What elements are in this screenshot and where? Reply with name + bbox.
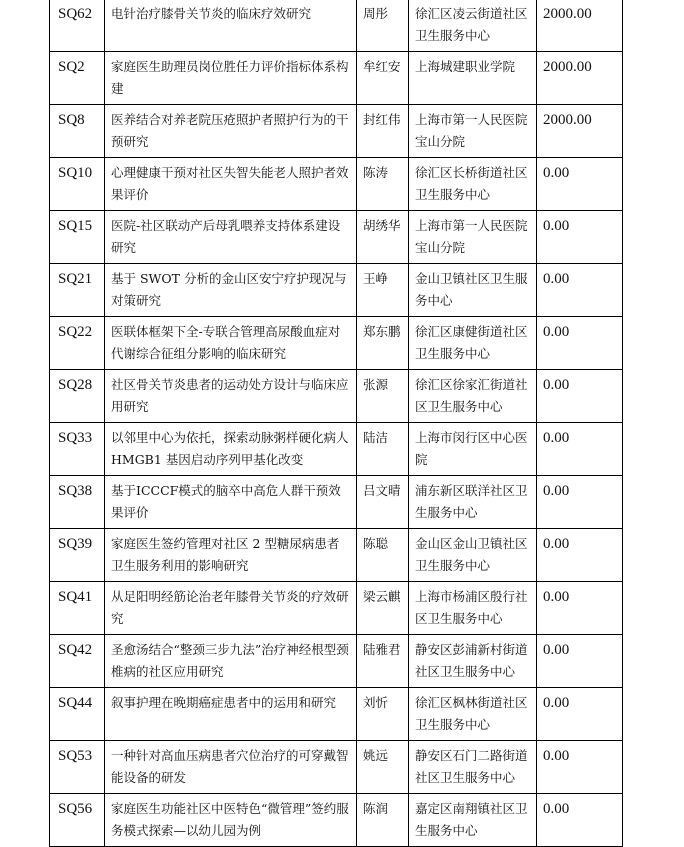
table-row — [50, 688, 623, 741]
project-organization: 静安区彭浦新村街道社区卫生服务中心 — [409, 635, 537, 688]
project-title: 医院-社区联动产后母乳喂养支持体系建设研究 — [105, 211, 357, 264]
table-body — [50, 0, 623, 847]
project-title: 基于 SWOT 分析的金山区安宁疗护现况与对策研究 — [105, 264, 357, 317]
project-title: 电针治疗膝骨关节炎的临床疗效研究 — [105, 0, 357, 52]
funding-amount: 0.00 — [537, 794, 623, 847]
project-leader: 陆雅君 — [357, 635, 409, 688]
table-row — [50, 264, 623, 317]
project-code: SQ2 — [50, 52, 105, 105]
project-code: SQ28 — [50, 370, 105, 423]
funding-amount: 0.00 — [537, 317, 623, 370]
funding-amount: 0.00 — [537, 741, 623, 794]
project-organization: 徐汇区徐家汇街道社区卫生服务中心 — [409, 370, 537, 423]
project-leader: 刘忻 — [357, 688, 409, 741]
project-organization: 上海市闵行区中心医院 — [409, 423, 537, 476]
project-code: SQ56 — [50, 794, 105, 847]
project-leader: 陈润 — [357, 794, 409, 847]
project-leader: 胡绣华 — [357, 211, 409, 264]
project-code: SQ10 — [50, 158, 105, 211]
project-code: SQ41 — [50, 582, 105, 635]
funding-amount: 0.00 — [537, 529, 623, 582]
project-organization: 徐汇区凌云街道社区卫生服务中心 — [409, 0, 537, 52]
project-leader: 陈聪 — [357, 529, 409, 582]
project-title: 社区骨关节炎患者的运动处方设计与临床应用研究 — [105, 370, 357, 423]
table-row — [50, 370, 623, 423]
table-row — [50, 741, 623, 794]
funding-amount: 0.00 — [537, 635, 623, 688]
project-title: 医联体框架下全-专联合管理高尿酸血症对代谢综合征组分影响的临床研究 — [105, 317, 357, 370]
project-organization: 上海市第一人民医院宝山分院 — [409, 105, 537, 158]
funding-amount: 2000.00 — [537, 0, 623, 52]
project-organization: 浦东新区联洋社区卫生服务中心 — [409, 476, 537, 529]
project-leader: 姚远 — [357, 741, 409, 794]
project-title: 医养结合对养老院压疮照护者照护行为的干预研究 — [105, 105, 357, 158]
project-title: 家庭医生功能社区中医特色“微管理”签约服务模式探索—以幼儿园为例 — [105, 794, 357, 847]
project-title: 以邻里中心为依托，探索动脉粥样硬化病人 HMGB1 基因启动序列甲基化改变 — [105, 423, 357, 476]
project-code: SQ39 — [50, 529, 105, 582]
project-title: 基于ICCCF模式的脑卒中高危人群干预效果评价 — [105, 476, 357, 529]
project-title: 家庭医生签约管理对社区 2 型糖尿病患者卫生服务利用的影响研究 — [105, 529, 357, 582]
table-row — [50, 211, 623, 264]
project-code: SQ33 — [50, 423, 105, 476]
funding-amount: 0.00 — [537, 264, 623, 317]
project-organization: 上海市杨浦区殷行社区卫生服务中心 — [409, 582, 537, 635]
project-organization: 上海城建职业学院 — [409, 52, 537, 105]
project-organization: 上海市第一人民医院宝山分院 — [409, 211, 537, 264]
project-title: 叙事护理在晚期癌症患者中的运用和研究 — [105, 688, 357, 741]
funding-amount: 2000.00 — [537, 105, 623, 158]
project-code: SQ8 — [50, 105, 105, 158]
funding-amount: 0.00 — [537, 423, 623, 476]
table-row — [50, 105, 623, 158]
project-leader: 牟红安 — [357, 52, 409, 105]
funding-amount: 2000.00 — [537, 52, 623, 105]
project-title: 圣愈汤结合“整颈三步九法”治疗神经根型颈椎病的社区应用研究 — [105, 635, 357, 688]
project-organization: 徐汇区长桥街道社区卫生服务中心 — [409, 158, 537, 211]
project-organization: 嘉定区南翔镇社区卫生服务中心 — [409, 794, 537, 847]
project-organization: 静安区石门二路街道社区卫生服务中心 — [409, 741, 537, 794]
project-code: SQ53 — [50, 741, 105, 794]
table-row — [50, 476, 623, 529]
project-organization: 金山区金山卫镇社区卫生服务中心 — [409, 529, 537, 582]
project-leader: 陈涛 — [357, 158, 409, 211]
project-organization: 徐汇区枫林街道社区卫生服务中心 — [409, 688, 537, 741]
project-funding-table — [49, 0, 623, 847]
project-code: SQ44 — [50, 688, 105, 741]
table-row — [50, 52, 623, 105]
table-row — [50, 794, 623, 847]
funding-amount: 0.00 — [537, 476, 623, 529]
project-title: 一种针对高血压病患者穴位治疗的可穿戴智能设备的研发 — [105, 741, 357, 794]
project-leader: 王峥 — [357, 264, 409, 317]
funding-amount: 0.00 — [537, 582, 623, 635]
project-leader: 张源 — [357, 370, 409, 423]
project-code: SQ15 — [50, 211, 105, 264]
project-title: 从足阳明经筋论治老年膝骨关节炎的疗效研究 — [105, 582, 357, 635]
funding-amount: 0.00 — [537, 688, 623, 741]
project-code: SQ22 — [50, 317, 105, 370]
table-row — [50, 529, 623, 582]
project-leader: 梁云麒 — [357, 582, 409, 635]
project-code: SQ42 — [50, 635, 105, 688]
project-code: SQ21 — [50, 264, 105, 317]
table-row — [50, 423, 623, 476]
project-code: SQ38 — [50, 476, 105, 529]
table-row — [50, 0, 623, 52]
project-leader: 郑东鹏 — [357, 317, 409, 370]
table-row — [50, 158, 623, 211]
funding-amount: 0.00 — [537, 211, 623, 264]
project-code: SQ62 — [50, 0, 105, 52]
project-organization: 金山卫镇社区卫生服务中心 — [409, 264, 537, 317]
project-leader: 吕文晴 — [357, 476, 409, 529]
table-row — [50, 635, 623, 688]
project-title: 心理健康干预对社区失智失能老人照护者效果评价 — [105, 158, 357, 211]
project-leader: 封红伟 — [357, 105, 409, 158]
project-leader: 周彤 — [357, 0, 409, 52]
project-organization: 徐汇区康健街道社区卫生服务中心 — [409, 317, 537, 370]
project-leader: 陆洁 — [357, 423, 409, 476]
funding-amount: 0.00 — [537, 158, 623, 211]
table-row — [50, 582, 623, 635]
table-row — [50, 317, 623, 370]
project-title: 家庭医生助理员岗位胜任力评价指标体系构建 — [105, 52, 357, 105]
funding-amount: 0.00 — [537, 370, 623, 423]
